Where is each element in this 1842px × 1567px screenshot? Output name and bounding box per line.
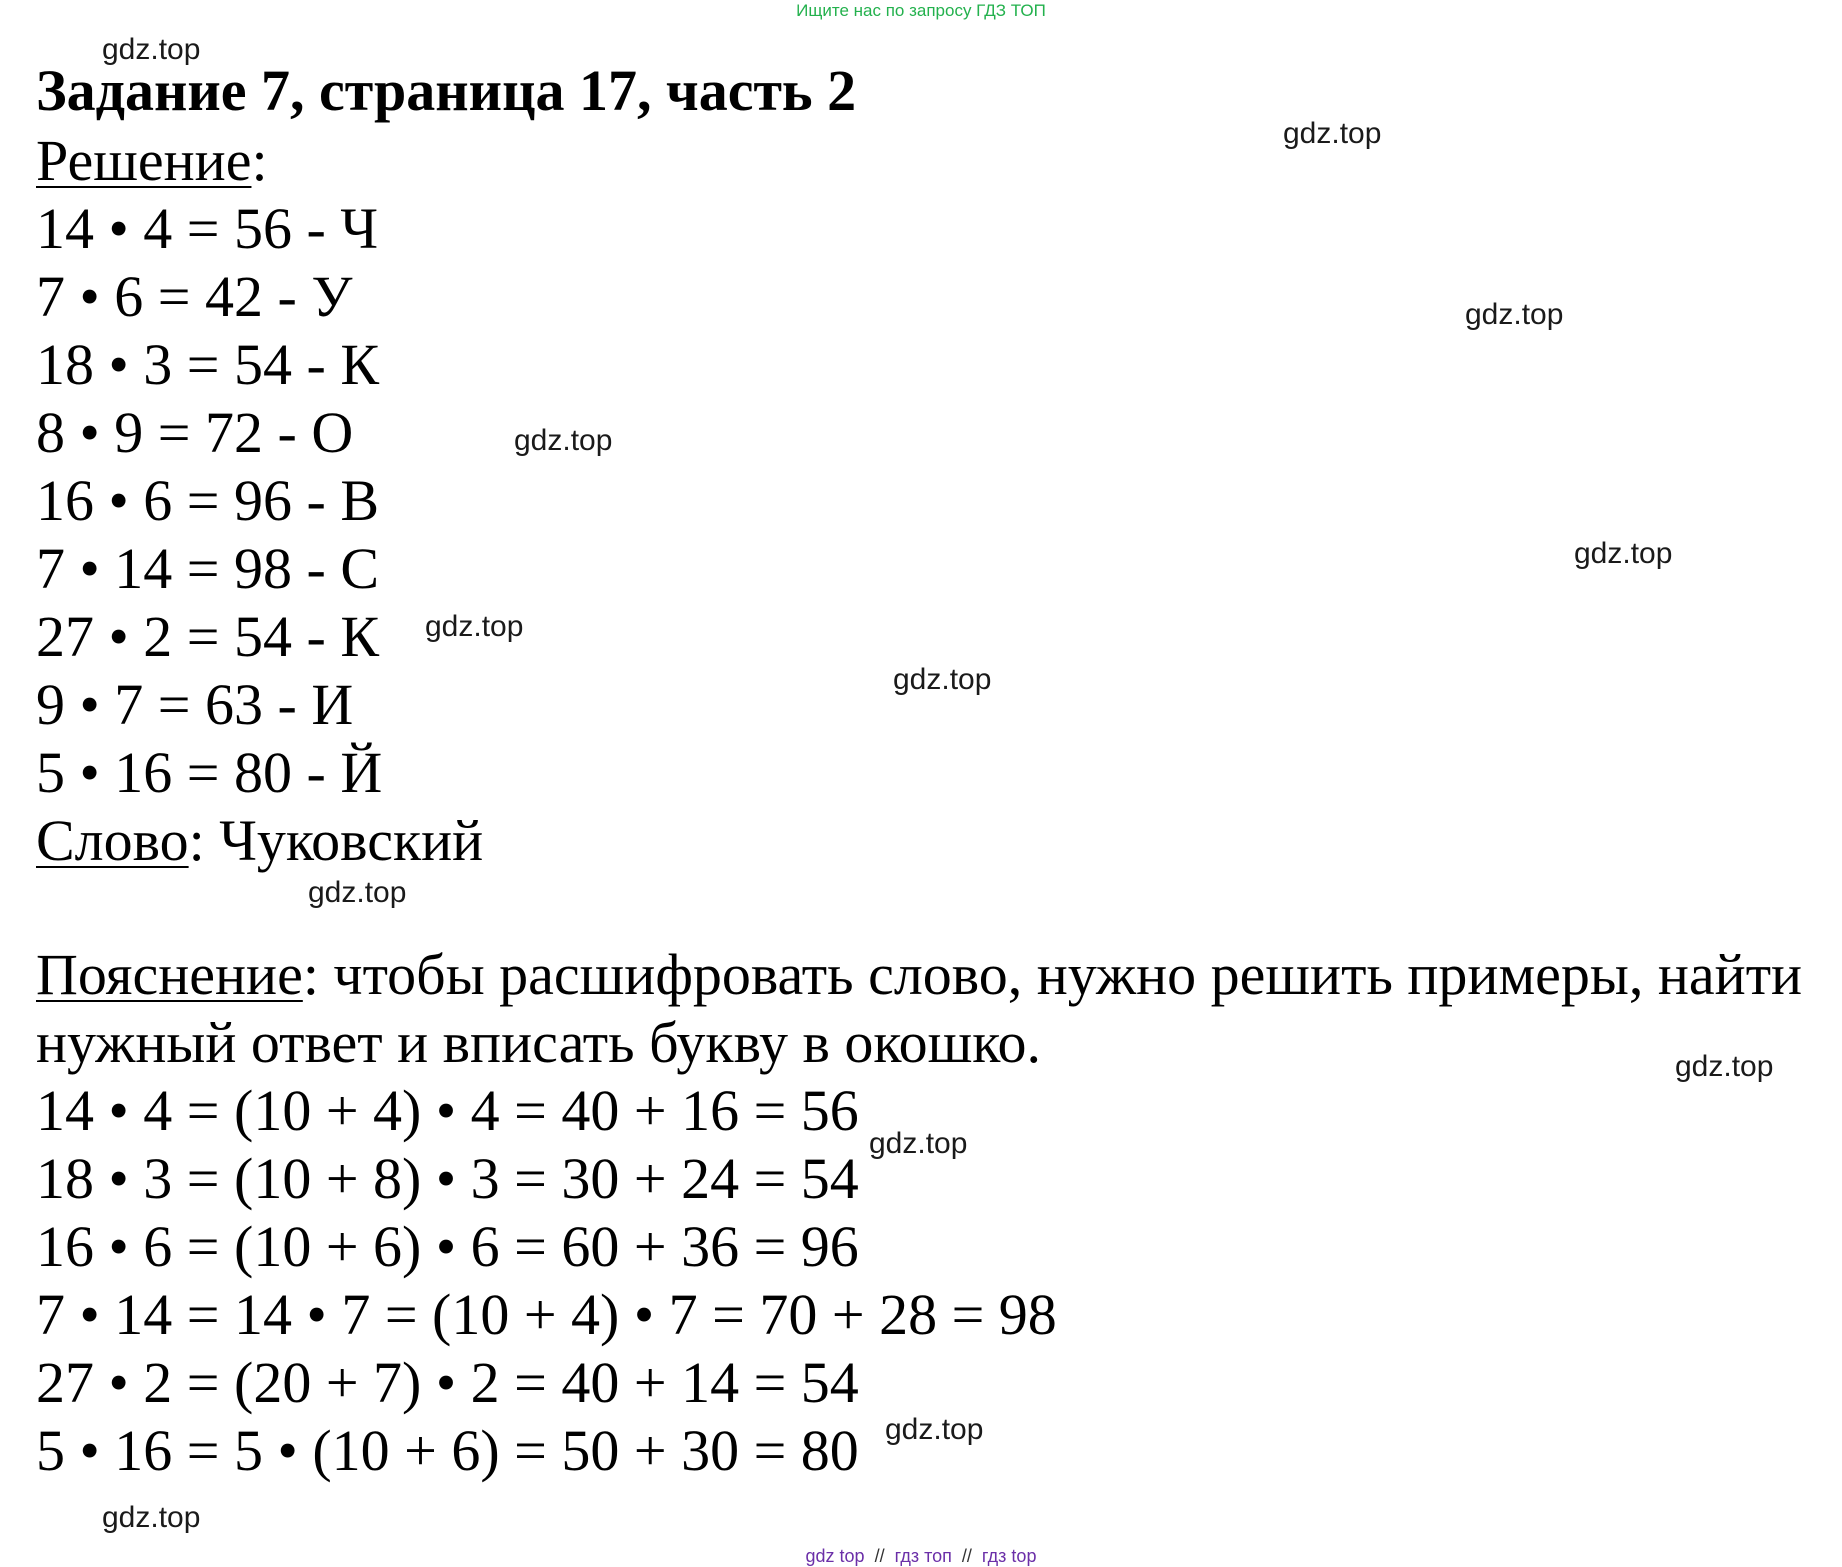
watermark: gdz.top: [102, 33, 201, 66]
solution-row-9: 5 • 16 = 80 - Й: [36, 740, 383, 805]
watermark: gdz.top: [885, 1413, 984, 1446]
explanation-row-2: 18 • 3 = (10 + 8) • 3 = 30 + 24 = 54: [36, 1146, 859, 1211]
solution-label: Решение: [36, 128, 252, 193]
watermark: gdz.top: [425, 610, 524, 643]
footer-link-gdz-top-ru[interactable]: гдз топ: [894, 1546, 952, 1566]
bottom-links: [0, 1545, 1842, 1567]
watermark: gdz.top: [102, 1501, 201, 1534]
solution-row-7: 27 • 2 = 54 - К: [36, 604, 380, 669]
solution-row-3: 18 • 3 = 54 - К: [36, 332, 380, 397]
solution-row-8: 9 • 7 = 63 - И: [36, 672, 354, 737]
word-value: : Чуковский: [188, 808, 484, 873]
word-label: Слово: [36, 808, 189, 873]
explanation-row-3: 16 • 6 = (10 + 6) • 6 = 60 + 36 = 96: [36, 1214, 859, 1279]
explanation-line-2: нужный ответ и вписать букву в окошко.: [36, 1010, 1042, 1075]
explanation-row-1: 14 • 4 = (10 + 4) • 4 = 40 + 16 = 56: [36, 1078, 859, 1143]
watermark: gdz.top: [1283, 117, 1382, 150]
solution-row-2: 7 • 6 = 42 - У: [36, 264, 353, 329]
solution-heading: [36, 128, 268, 194]
explanation-line-1: [36, 942, 1802, 1008]
solution-row-6: 7 • 14 = 98 - С: [36, 536, 380, 601]
solution-row-1: 14 • 4 = 56 - Ч: [36, 196, 379, 261]
watermark: gdz.top: [1675, 1050, 1774, 1083]
footer-link-gdz-top[interactable]: gdz top: [805, 1546, 865, 1566]
solution-row-5: 16 • 6 = 96 - В: [36, 468, 380, 533]
solution-colon: :: [251, 128, 268, 193]
watermark: gdz.top: [1574, 537, 1673, 570]
explanation-row-4: 7 • 14 = 14 • 7 = (10 + 4) • 7 = 70 + 28 = 98: [36, 1282, 1057, 1347]
watermark: gdz.top: [1465, 298, 1564, 331]
watermark: gdz.top: [308, 876, 407, 909]
watermark: gdz.top: [514, 424, 613, 457]
footer-separator: //: [874, 1546, 885, 1566]
explanation-text-1: : чтобы расшифровать слово, нужно решить примеры, найти: [302, 942, 1803, 1007]
solution-row-4: 8 • 9 = 72 - О: [36, 400, 354, 465]
footer-separator: //: [961, 1546, 972, 1566]
explanation-row-5: 27 • 2 = (20 + 7) • 2 = 40 + 14 = 54: [36, 1350, 859, 1415]
page-title: Задание 7, страница 17, часть 2: [36, 58, 857, 123]
top-banner[interactable]: Ищите нас по запросу ГДЗ ТОП: [796, 1, 1046, 20]
watermark: gdz.top: [893, 663, 992, 696]
explanation-row-6: 5 • 16 = 5 • (10 + 6) = 50 + 30 = 80: [36, 1418, 859, 1483]
word-answer: [36, 808, 483, 874]
explanation-label: Пояснение: [36, 942, 303, 1007]
watermark: gdz.top: [869, 1127, 968, 1160]
footer-link-gdz-top-mixed[interactable]: гдз top: [981, 1546, 1037, 1566]
